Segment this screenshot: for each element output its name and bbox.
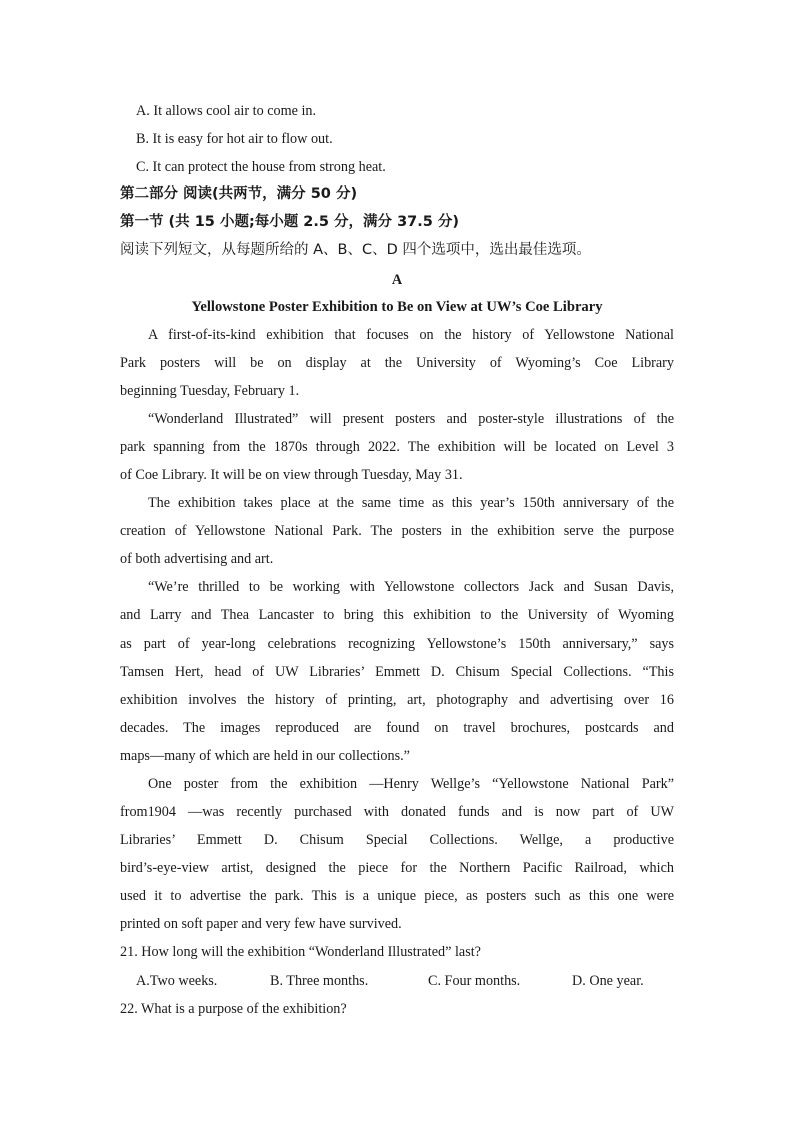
prev-option-a: A. It allows cool air to come in.: [136, 103, 317, 119]
passage-line-6: of Coe Library. It will be on view through Tuesday, May 31.: [120, 467, 463, 483]
passage-line-15: decades. The images reproduced are found on travel brochures, postcards and: [120, 720, 674, 736]
passage-line-22: printed on soft paper and very few have survived.: [120, 916, 402, 932]
section-heading: 第二部分 阅读(共两节，满分 50 分): [120, 186, 358, 202]
question-21-option-c: C. Four months.: [428, 973, 521, 989]
passage-line-1: A first-of-its-kind exhibition that focuses on the history of Yellowstone National: [148, 327, 674, 343]
prev-option-b: B. It is easy for hot air to flow out.: [136, 131, 333, 147]
passage-line-7: The exhibition takes place at the same time as this year’s 150th anniversary of the: [148, 495, 674, 511]
passage-line-12: as part of year-long celebrations recognizing Yellowstone’s 150th anniversary,” says: [120, 636, 674, 652]
passage-title: Yellowstone Poster Exhibition to Be on View at UW’s Coe Library: [191, 299, 603, 315]
question-21-option-a: A.Two weeks.: [136, 973, 218, 989]
passage-line-19: Libraries’ Emmett D. Chisum Special Collections. Wellge, a productive: [120, 832, 674, 848]
passage-line-17: One poster from the exhibition —Henry Wellge’s “Yellowstone National Park”: [148, 776, 674, 792]
passage-line-5: park spanning from the 1870s through 2022. The exhibition will be located on Level 3: [120, 439, 674, 455]
passage-line-20: bird’s-eye-view artist, designed the piece for the Northern Pacific Railroad, which: [120, 860, 674, 876]
passage-line-3: beginning Tuesday, February 1.: [120, 383, 300, 399]
passage-line-16: maps—many of which are held in our collections.”: [120, 748, 410, 764]
question-21-stem: 21. How long will the exhibition “Wonderland Illustrated” last?: [120, 944, 481, 960]
subsection-heading: 第一节 (共 15 小题;每小题 2.5 分，满分 37.5 分): [120, 214, 460, 230]
prev-option-c: C. It can protect the house from strong heat.: [136, 159, 386, 175]
passage-line-18: from1904 —was recently purchased with donated funds and is now part of UW: [120, 804, 674, 820]
passage-line-2: Park posters will be on display at the University of Wyoming’s Coe Library: [120, 355, 674, 371]
passage-line-9: of both advertising and art.: [120, 551, 274, 567]
instruction: 阅读下列短文，从每题所给的 A、B、C、D 四个选项中，选出最佳选项。: [120, 242, 591, 258]
passage-line-4: “Wonderland Illustrated” will present posters and poster-style illustrations of the: [148, 411, 674, 427]
passage-line-21: used it to advertise the park. This is a unique piece, as posters such as this one were: [120, 888, 674, 904]
passage-line-13: Tamsen Hert, head of UW Libraries’ Emmett D. Chisum Special Collections. “This: [120, 664, 674, 680]
question-21-option-d: D. One year.: [572, 973, 644, 989]
passage-line-8: creation of Yellowstone National Park. The posters in the exhibition serve the purpose: [120, 523, 674, 539]
passage-line-11: and Larry and Thea Lancaster to bring this exhibition to the University of Wyoming: [120, 607, 674, 623]
question-22-stem: 22. What is a purpose of the exhibition?: [120, 1001, 347, 1017]
question-21-option-b: B. Three months.: [270, 973, 369, 989]
passage-line-10: “We’re thrilled to be working with Yellowstone collectors Jack and Susan Davis,: [148, 579, 674, 595]
passage-line-14: exhibition involves the history of printing, art, photography and advertising over 16: [120, 692, 674, 708]
passage-letter: A: [391, 272, 403, 288]
